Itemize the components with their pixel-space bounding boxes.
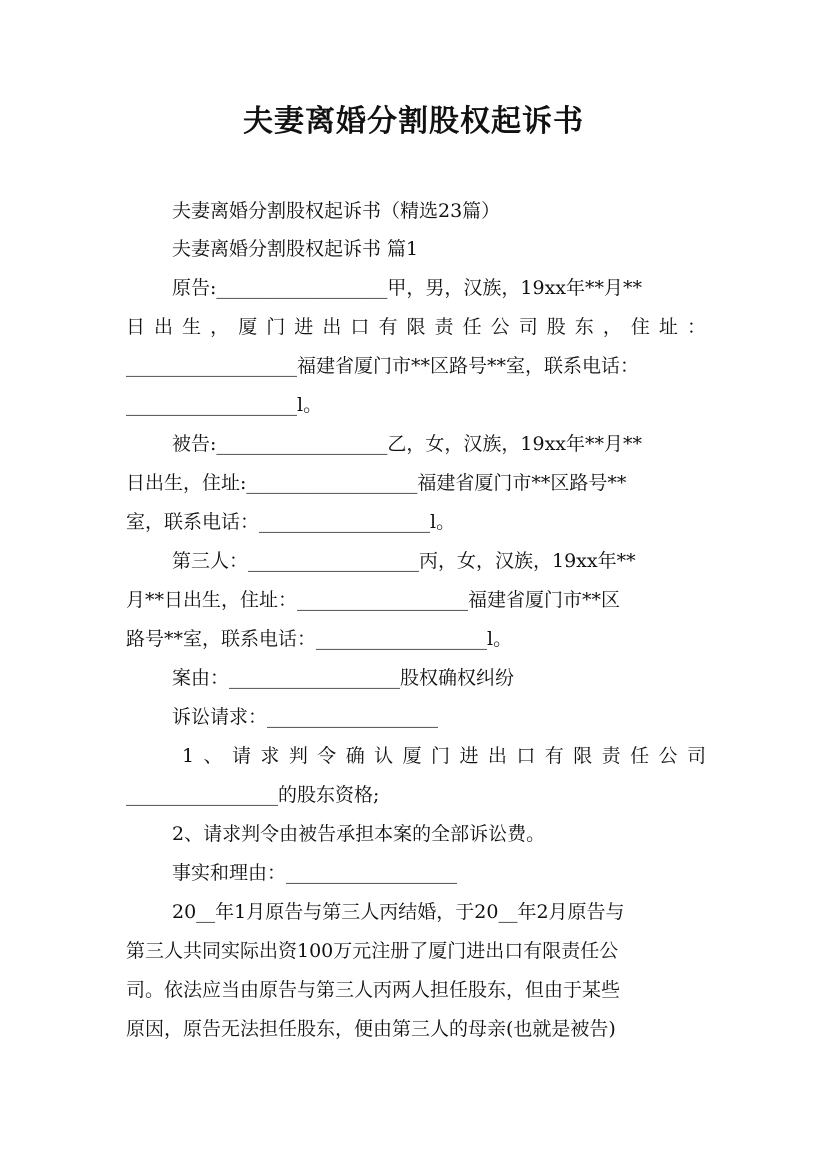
paragraph-line: 案由：__________________股权确权纠纷 [172, 667, 515, 689]
paragraph-line: 室，联系电话：__________________l。 [126, 511, 456, 533]
paragraph-line: 日出生，住址:__________________福建省厦门市**区路号** [126, 472, 627, 494]
paragraph-line: 原告:__________________甲，男，汉族，19xx年**月** [172, 277, 643, 299]
paragraph-line: 第三人共同实际出资100万元注册了厦门进出口有限责任公 [126, 940, 619, 962]
paragraph-line: ________________的股东资格; [126, 784, 380, 806]
paragraph-line: 日出生，厦门进出口有限责任公司股东，住址： [126, 316, 706, 338]
paragraph-line: 第三人：__________________丙，女，汉族，19xx年** [172, 550, 636, 572]
paragraph-line: __________________l。 [126, 394, 323, 416]
paragraph-line: 月**日出生，住址：__________________福建省厦门市**区 [126, 589, 621, 611]
paragraph-line: 原因，原告无法担任股东，便由第三人的母亲(也就是被告) [126, 1018, 616, 1040]
paragraph-line: 路号**室，联系电话：__________________l。 [126, 628, 513, 650]
paragraph-line: 事实和理由：__________________ [172, 862, 458, 884]
paragraph-line: __________________福建省厦门市**区路号**室，联系电话： [126, 355, 640, 377]
paragraph-line: 夫妻离婚分割股权起诉书 篇1 [172, 238, 419, 260]
paragraph-line: 2、请求判令由被告承担本案的全部诉讼费。 [172, 823, 546, 845]
paragraph-line: 司。依法应当由原告与第三人丙两人担任股东，但由于某些 [126, 979, 621, 1001]
paragraph-line: 夫妻离婚分割股权起诉书（精选23篇） [172, 200, 501, 222]
paragraph-line: 被告:__________________乙，女，汉族，19xx年**月** [172, 433, 643, 455]
paragraph-line: 1、请求判令确认厦门进出口有限责任公司 [182, 745, 706, 767]
document-title: 夫妻离婚分割股权起诉书 [243, 104, 584, 139]
paragraph-line: 诉讼请求：__________________ [172, 706, 439, 728]
paragraph-line: 20__年1月原告与第三人丙结婚，于20__年2月原告与 [172, 901, 625, 923]
